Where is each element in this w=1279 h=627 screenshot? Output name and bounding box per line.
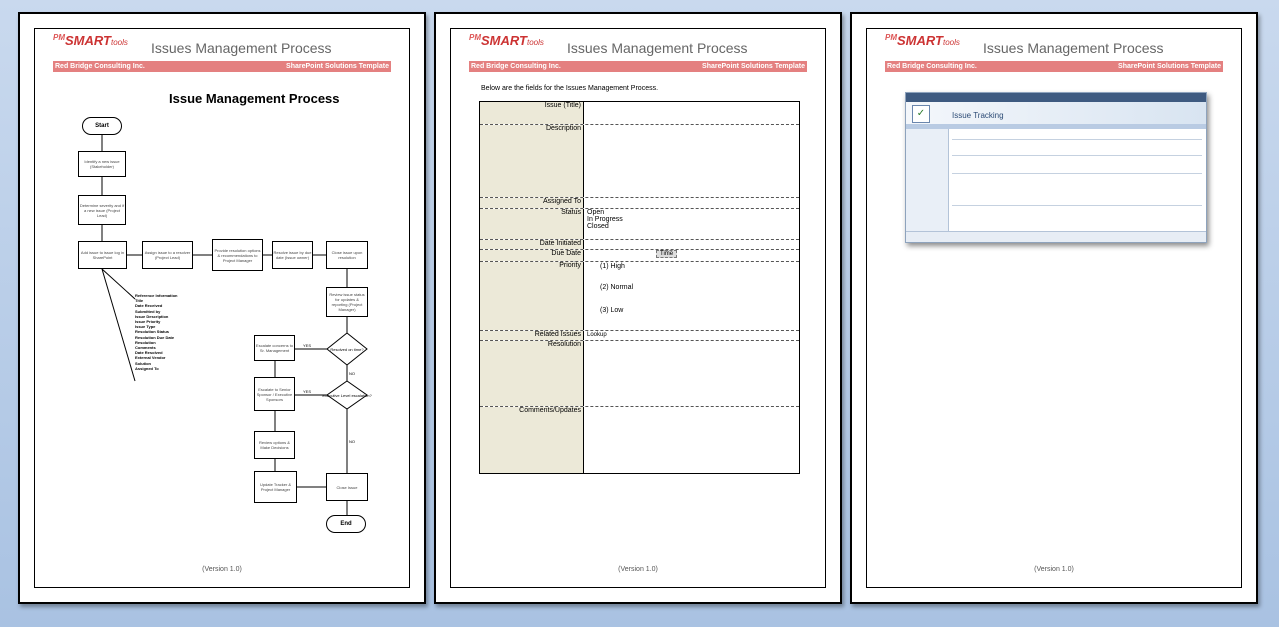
page-3-content bbox=[866, 28, 1242, 588]
field-label: Status bbox=[480, 209, 584, 239]
field-list-item: Date Received bbox=[135, 303, 163, 309]
priority-option[interactable]: (1) High bbox=[600, 263, 625, 270]
field-label: Issue (Title) bbox=[480, 102, 584, 124]
sharepoint-quick-launch bbox=[906, 129, 949, 232]
pmsmarttools-logo: $^{PM}$SMARTtools bbox=[53, 33, 128, 48]
status-option[interactable]: Open bbox=[587, 209, 605, 216]
field-label: Related Issues bbox=[480, 331, 584, 340]
template-name: SharePoint Solutions Template bbox=[702, 63, 805, 70]
flow-box-13: Close Issue bbox=[326, 473, 368, 501]
flow-box-9: Escalate concerns to Sr. Management bbox=[254, 335, 295, 361]
list-row-divider bbox=[952, 155, 1202, 156]
field-value[interactable] bbox=[584, 240, 799, 249]
field-list-item: Comments bbox=[135, 345, 156, 351]
priority-options[interactable] bbox=[584, 262, 799, 330]
decision-2-text: Executive Level escalation? bbox=[322, 393, 372, 398]
field-row-resolution bbox=[480, 341, 799, 407]
list-row-divider bbox=[952, 139, 1202, 140]
decision-1-text: Resolved on time? bbox=[330, 347, 364, 352]
lookup-note: Lookup bbox=[587, 332, 607, 338]
field-row-priority bbox=[480, 262, 799, 331]
field-value[interactable] bbox=[584, 250, 799, 261]
list-row-divider bbox=[952, 205, 1202, 206]
flow-box-5: Provide resolution options & recommendations to Project Manager bbox=[212, 239, 263, 271]
field-value[interactable] bbox=[584, 125, 799, 197]
fields-intro: Below are the fields for the Issues Management Process. bbox=[481, 85, 659, 92]
flow-box-8: Review issue status for updates & reporting (Project Manager) bbox=[326, 287, 368, 317]
status-options[interactable] bbox=[584, 209, 799, 239]
field-row-due-date bbox=[480, 250, 799, 262]
version-label: (Version 1.0) bbox=[202, 566, 242, 573]
template-name: SharePoint Solutions Template bbox=[1118, 63, 1221, 70]
version-label: (Version 1.0) bbox=[618, 566, 658, 573]
pmsmarttools-logo: $^{PM}$SMARTtools bbox=[469, 33, 544, 48]
flow-box-3: Add issue to issue log in SharePoint bbox=[78, 241, 127, 269]
sharepoint-top-bar bbox=[906, 93, 1206, 102]
flowchart-title: Issue Management Process bbox=[169, 91, 340, 106]
status-option[interactable]: In Progress bbox=[587, 216, 623, 223]
flow-box-4: Assign issue to a resolver (Project Lead) bbox=[142, 241, 193, 269]
field-list-item: Solution bbox=[135, 360, 151, 366]
field-label: Comments/Updates bbox=[480, 407, 584, 473]
flow-box-11: Review options & Make Decisions bbox=[254, 431, 295, 459]
priority-option[interactable]: (2) Normal bbox=[600, 284, 634, 291]
list-title: Issue Tracking bbox=[952, 111, 1004, 120]
label-yes-2: YES bbox=[303, 389, 312, 394]
sharepoint-screenshot bbox=[905, 92, 1207, 243]
label-no-2: NO bbox=[349, 439, 355, 444]
header-banner bbox=[885, 61, 1223, 72]
flow-box-7: Close issue upon resolution bbox=[326, 241, 368, 269]
company-name: Red Bridge Consulting Inc. bbox=[887, 63, 977, 70]
page-1-content bbox=[34, 28, 410, 588]
field-list-item: Resolution bbox=[135, 339, 156, 345]
pmsmarttools-logo: $^{PM}$SMARTtools bbox=[885, 33, 960, 48]
field-list bbox=[135, 293, 177, 371]
company-name: Red Bridge Consulting Inc. bbox=[471, 63, 561, 70]
document-title: Issues Management Process bbox=[151, 40, 332, 56]
field-list-item: Resolution Due Date bbox=[135, 334, 175, 340]
sharepoint-toolbar bbox=[906, 124, 1206, 129]
flow-box-2: Determine severity and if a new issue (Project Lead) bbox=[78, 195, 126, 225]
field-value[interactable] bbox=[584, 331, 799, 340]
field-label: Assigned To bbox=[480, 198, 584, 208]
field-label: Due Date bbox=[480, 250, 584, 261]
label-no-1: NO bbox=[349, 371, 355, 376]
field-list-item: Assigned To bbox=[135, 365, 159, 371]
document-page-3[interactable] bbox=[850, 12, 1258, 604]
field-label: Priority bbox=[480, 262, 584, 330]
field-list-item: Date Resolved bbox=[135, 350, 163, 356]
header-banner bbox=[469, 61, 807, 72]
field-value[interactable] bbox=[584, 407, 799, 473]
field-row-date-initiated bbox=[480, 240, 799, 250]
field-list-item: External Vendor bbox=[135, 355, 166, 361]
flow-start: Start bbox=[82, 117, 122, 135]
checkmark-icon: ✓ bbox=[912, 105, 930, 123]
page-2-content bbox=[450, 28, 826, 588]
version-label: (Version 1.0) bbox=[1034, 566, 1074, 573]
list-row-divider bbox=[952, 173, 1202, 174]
document-title: Issues Management Process bbox=[567, 40, 748, 56]
sharepoint-header bbox=[906, 102, 1206, 124]
priority-option[interactable]: (3) Low bbox=[600, 307, 624, 314]
time-field[interactable]: Time bbox=[656, 250, 677, 258]
field-list-item: Issue Type bbox=[135, 324, 156, 330]
fields-table bbox=[479, 101, 800, 474]
field-row-description bbox=[480, 125, 799, 198]
flow-box-12: Update Tracker & Project Manager bbox=[254, 471, 297, 503]
field-list-item: Submitted by bbox=[135, 308, 161, 314]
flow-box-1: Identify a new issue (Stakeholder) bbox=[78, 151, 126, 177]
company-name: Red Bridge Consulting Inc. bbox=[55, 63, 145, 70]
field-row-status bbox=[480, 209, 799, 240]
label-yes-1: YES bbox=[303, 343, 312, 348]
document-page-2[interactable] bbox=[434, 12, 842, 604]
field-row-assigned-to bbox=[480, 198, 799, 209]
field-label: Date Initiated bbox=[480, 240, 584, 249]
field-value[interactable] bbox=[584, 102, 799, 124]
field-row-title bbox=[480, 102, 799, 125]
status-option[interactable]: Closed bbox=[587, 223, 609, 230]
flow-box-10: Escalate to Senior Sponsor / Executive Sponsors bbox=[254, 377, 295, 411]
field-list-item: Title bbox=[135, 298, 144, 304]
field-label: Description bbox=[480, 125, 584, 197]
field-value[interactable] bbox=[584, 198, 799, 208]
field-value[interactable] bbox=[584, 341, 799, 406]
flow-end: End bbox=[326, 515, 366, 533]
document-title: Issues Management Process bbox=[983, 40, 1164, 56]
sharepoint-status-bar bbox=[906, 231, 1206, 242]
field-list-item: Issue Priority bbox=[135, 319, 161, 325]
template-name: SharePoint Solutions Template bbox=[286, 63, 389, 70]
field-list-item: Resolution Status bbox=[135, 329, 170, 335]
document-page-1[interactable] bbox=[18, 12, 426, 604]
flow-box-6: Resolve issue by due date (Issue owner) bbox=[272, 241, 313, 269]
field-label: Resolution bbox=[480, 341, 584, 406]
field-list-item: Issue Description bbox=[135, 313, 169, 319]
field-row-comments bbox=[480, 407, 799, 473]
field-row-related-issues bbox=[480, 331, 799, 341]
field-list-item: Reference Information bbox=[135, 293, 178, 298]
